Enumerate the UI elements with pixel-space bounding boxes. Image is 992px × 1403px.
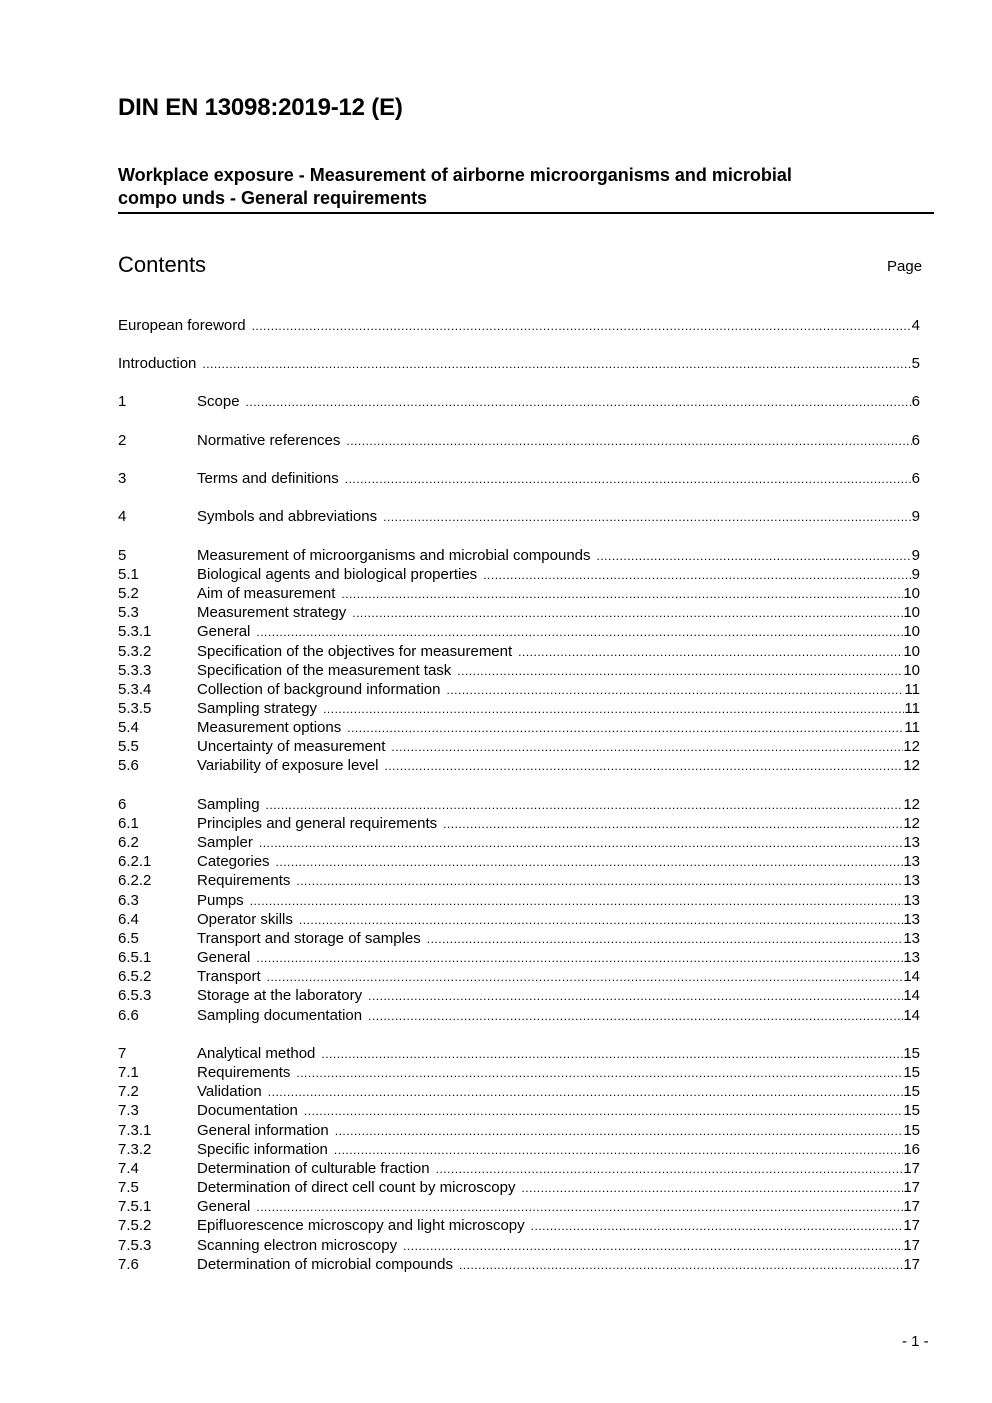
toc-entry-body [197, 584, 920, 604]
toc-entry[interactable] [118, 833, 920, 852]
toc-entry[interactable] [118, 891, 920, 910]
toc-entry-body [197, 852, 920, 872]
toc-entry-number: 6.5.2 [118, 968, 152, 985]
toc-entry-title: Validation [197, 1083, 262, 1100]
toc-entry-page: 13 [903, 949, 920, 966]
toc-entry-title: Requirements [197, 1064, 291, 1081]
toc-entry-body [197, 1236, 920, 1256]
toc-entry-body [197, 565, 920, 585]
toc-entry-number: 6.6 [118, 1007, 139, 1024]
toc-entry-number: 6.2.1 [118, 853, 152, 870]
toc-entry-title: Determination of direct cell count by microscopy [197, 1179, 516, 1196]
toc-entry-page: 17 [903, 1179, 920, 1196]
toc-entry-body [197, 469, 920, 489]
toc-entry-body [197, 431, 920, 451]
toc-dot-leader [383, 508, 912, 527]
toc-entry[interactable] [118, 1236, 920, 1255]
toc-entry-page: 15 [903, 1083, 920, 1100]
toc-dot-leader [256, 623, 903, 642]
toc-entry-body [197, 1197, 920, 1217]
toc-entry-page: 12 [903, 796, 920, 813]
toc-entry-title: Variability of exposure level [197, 757, 379, 774]
toc-dot-leader [446, 681, 904, 700]
toc-entry-page: 11 [904, 719, 920, 736]
toc-entry-body [197, 910, 920, 930]
toc-dot-leader [267, 968, 904, 987]
toc-entry-number: 6.5.3 [118, 987, 152, 1004]
toc-entry[interactable] [118, 603, 920, 622]
toc-entry-title: Sampler [197, 834, 253, 851]
toc-entry-title: Transport [197, 968, 261, 985]
toc-dot-leader [403, 1237, 903, 1256]
toc-entry-page: 15 [903, 1102, 920, 1119]
toc-entry-page: 10 [903, 662, 920, 679]
toc-entry[interactable] [118, 718, 920, 737]
toc-entry-page: 9 [911, 547, 920, 564]
toc-entry[interactable] [118, 1044, 920, 1063]
toc-entry-page: 14 [903, 987, 920, 1004]
toc-entry-page: 17 [903, 1256, 920, 1273]
toc-entry-page: 13 [903, 911, 920, 928]
toc-entry-title: General [197, 949, 251, 966]
toc-entry[interactable] [118, 1197, 920, 1216]
toc-entry[interactable] [118, 354, 920, 373]
toc-entry-body [197, 1006, 920, 1026]
toc-entry-number: 7.4 [118, 1160, 139, 1177]
toc-entry[interactable] [118, 910, 920, 929]
toc-entry-number: 7 [118, 1045, 127, 1062]
toc-entry[interactable] [118, 1178, 920, 1197]
toc-entry-page: 11 [904, 681, 920, 698]
toc-entry-body [197, 622, 920, 642]
toc-entry-page: 13 [903, 892, 920, 909]
toc-dot-leader [443, 815, 903, 834]
toc-entry-title: Principles and general requirements [197, 815, 438, 832]
toc-entry[interactable] [118, 929, 920, 948]
toc-dot-leader [459, 1256, 903, 1275]
toc-entry-page: 9 [911, 508, 920, 525]
toc-entry[interactable] [118, 852, 920, 871]
toc-entry-title: Specification of the objectives for measurement [197, 643, 513, 660]
toc-dot-leader [347, 719, 904, 738]
toc-entry[interactable] [118, 316, 920, 335]
toc-entry-body [197, 718, 920, 738]
toc-entry-title: Storage at the laboratory [197, 987, 363, 1004]
toc-entry[interactable] [118, 622, 920, 641]
toc-entry-number: 5.2 [118, 585, 139, 602]
toc-dot-leader [304, 1102, 903, 1121]
toc-entry-body [197, 680, 920, 700]
toc-entry-page: 12 [903, 815, 920, 832]
toc-entry-page: 14 [903, 968, 920, 985]
toc-entry[interactable] [118, 967, 920, 986]
toc-entry-title: Measurement of microorganisms and microbial compounds [197, 547, 591, 564]
toc-entry-number: 7.1 [118, 1064, 139, 1081]
toc-entry-title: Analytical method [197, 1045, 316, 1062]
toc-dot-leader [296, 872, 903, 891]
toc-entry[interactable] [118, 680, 920, 699]
toc-entry-body [197, 1044, 920, 1064]
toc-entry[interactable] [118, 392, 920, 411]
toc-entry-page: 13 [903, 834, 920, 851]
toc-entry[interactable] [118, 1255, 920, 1274]
toc-entry[interactable] [118, 1101, 920, 1120]
toc-entry[interactable] [118, 756, 920, 775]
toc-entry-number: 7.6 [118, 1256, 139, 1273]
toc-entry-page: 6 [911, 470, 920, 487]
toc-entry-title: Requirements [197, 872, 291, 889]
toc-entry-page: 10 [903, 604, 920, 621]
toc-entry-number: 7.3.1 [118, 1122, 152, 1139]
toc-entry-page: 12 [903, 757, 920, 774]
toc-entry-title: European foreword [118, 317, 246, 334]
toc-entry-number: 5.3.2 [118, 643, 152, 660]
toc-entry-body [197, 948, 920, 968]
toc-dot-leader [427, 930, 904, 949]
toc-entry[interactable] [118, 948, 920, 967]
toc-entry-title: Operator skills [197, 911, 293, 928]
toc-dot-leader [483, 566, 911, 585]
toc-entry-number: 7.2 [118, 1083, 139, 1100]
toc-dot-leader [323, 700, 904, 719]
toc-entry-title: General [197, 1198, 251, 1215]
toc-entry-number: 4 [118, 508, 127, 525]
toc-entry-page: 15 [903, 1064, 920, 1081]
toc-entry-body [197, 1159, 920, 1179]
toc-entry-title: Transport and storage of samples [197, 930, 421, 947]
toc-entry-body [197, 871, 920, 891]
toc-dot-leader [334, 1141, 903, 1160]
toc-entry-body [197, 737, 920, 757]
toc-entry-title: Scope [197, 393, 240, 410]
toc-dot-leader [256, 1198, 903, 1217]
toc-entry-body [197, 546, 920, 566]
toc-entry-title: Measurement strategy [197, 604, 347, 621]
toc-entry-body [197, 1121, 920, 1141]
toc-entry-title: Normative references [197, 432, 341, 449]
toc-entry[interactable] [118, 584, 920, 603]
toc-entry-title: Symbols and abbreviations [197, 508, 378, 525]
toc-entry-title: Epifluorescence microscopy and light microscopy [197, 1217, 525, 1234]
toc-entry-page: 17 [903, 1198, 920, 1215]
toc-dot-leader [345, 470, 912, 489]
toc-entry-number: 7.3 [118, 1102, 139, 1119]
toc-dot-leader [268, 1083, 904, 1102]
document-id: DIN EN 13098:2019-12 (E) [118, 94, 403, 121]
toc-entry-number: 5 [118, 547, 127, 564]
toc-entry-title: Terms and definitions [197, 470, 339, 487]
toc-entry-title: Determination of culturable fraction [197, 1160, 430, 1177]
toc-entry[interactable] [118, 565, 920, 584]
toc-dot-leader [531, 1217, 904, 1236]
toc-entry-body [197, 1255, 920, 1275]
toc-entry[interactable] [118, 507, 920, 526]
toc-entry-page: 13 [903, 853, 920, 870]
toc-entry[interactable] [118, 814, 920, 833]
toc-entry-title: Determination of microbial compounds [197, 1256, 453, 1273]
toc-entry-body [197, 507, 920, 527]
toc-entry-body [197, 795, 920, 815]
toc-entry-title: Categories [197, 853, 270, 870]
toc-entry-title: Documentation [197, 1102, 298, 1119]
toc-entry-body [197, 756, 920, 776]
toc-dot-leader [352, 604, 903, 623]
toc-entry-title: Specific information [197, 1141, 328, 1158]
toc-entry[interactable] [118, 1006, 920, 1025]
toc-entry-body [197, 1216, 920, 1236]
toc-dot-leader [597, 547, 912, 566]
toc-entry-title: General information [197, 1122, 329, 1139]
toc-entry[interactable] [118, 871, 920, 890]
toc-entry-page: 16 [903, 1141, 920, 1158]
toc-entry-number: 6.2.2 [118, 872, 152, 889]
toc-entry-page: 14 [903, 1007, 920, 1024]
toc-entry-number: 7.5 [118, 1179, 139, 1196]
toc-entry-page: 13 [903, 872, 920, 889]
toc-entry-title: Biological agents and biological properties [197, 566, 478, 583]
toc-entry-number: 1 [118, 393, 127, 410]
toc-dot-leader [346, 432, 911, 451]
toc-entry[interactable] [118, 986, 920, 1005]
toc-entry[interactable] [118, 661, 920, 680]
toc-entry-title: Pumps [197, 892, 244, 909]
toc-entry-number: 5.3 [118, 604, 139, 621]
contents-heading: Contents [118, 252, 207, 277]
toc-entry-number: 3 [118, 470, 127, 487]
toc-entry-title: Measurement options [197, 719, 342, 736]
toc-entry-number: 7.5.3 [118, 1237, 152, 1254]
toc-entry-number: 6.5 [118, 930, 139, 947]
page-number: - 1 - [902, 1333, 929, 1350]
toc-entry-body [197, 699, 920, 719]
toc-entry-number: 5.1 [118, 566, 139, 583]
toc-entry-title: Specification of the measurement task [197, 662, 452, 679]
toc-dot-leader [368, 1007, 903, 1026]
toc-entry-title: Scanning electron microscopy [197, 1237, 398, 1254]
toc-entry-page: 12 [903, 738, 920, 755]
toc-entry-page: 17 [903, 1160, 920, 1177]
toc-entry[interactable] [118, 1063, 920, 1082]
toc-entry[interactable] [118, 1216, 920, 1235]
toc-entry-body [197, 1063, 920, 1083]
toc-entry-body [197, 642, 920, 662]
toc-entry-number: 7.5.2 [118, 1217, 152, 1234]
subtitle-line-2: compo unds - General requirements [118, 188, 428, 208]
toc-dot-leader [296, 1064, 903, 1083]
toc-entry-body [197, 661, 920, 681]
toc-entry-page: 5 [911, 355, 920, 372]
toc-entry-page: 6 [911, 393, 920, 410]
toc-entry[interactable] [118, 795, 920, 814]
toc-entry-page: 11 [904, 700, 920, 717]
toc-entry-number: 6.4 [118, 911, 139, 928]
toc-entry-body [197, 814, 920, 834]
toc-entry[interactable] [118, 1121, 920, 1140]
toc-entry-body [197, 929, 920, 949]
toc-entry-page: 17 [903, 1237, 920, 1254]
toc-entry-number: 6.5.1 [118, 949, 152, 966]
toc-dot-leader [391, 738, 903, 757]
toc-entry-page: 15 [903, 1045, 920, 1062]
toc-dot-leader [256, 949, 903, 968]
toc-dot-leader [202, 355, 911, 374]
toc-entry-body [197, 1178, 920, 1198]
toc-entry-page: 9 [911, 566, 920, 583]
toc-entry-body [197, 603, 920, 623]
toc-entry-page: 10 [903, 643, 920, 660]
toc-entry-title: Sampling strategy [197, 700, 318, 717]
toc-dot-leader [252, 317, 912, 336]
toc-entry[interactable] [118, 737, 920, 756]
toc-entry[interactable] [118, 469, 920, 488]
toc-entry-number: 5.3.1 [118, 623, 152, 640]
toc-entry-number: 5.6 [118, 757, 139, 774]
toc-entry-page: 17 [903, 1217, 920, 1234]
toc-entry-number: 5.4 [118, 719, 139, 736]
toc-entry[interactable] [118, 1140, 920, 1159]
toc-dot-leader [246, 393, 912, 412]
toc-dot-leader [341, 585, 903, 604]
toc-entry-title: Aim of measurement [197, 585, 336, 602]
toc-dot-leader [384, 757, 903, 776]
toc-entry-number: 7.5.1 [118, 1198, 152, 1215]
toc-entry-body [118, 354, 920, 374]
toc-entry-body [197, 392, 920, 412]
page-column-label: Page [887, 258, 923, 275]
toc-entry-body [197, 967, 920, 987]
toc-entry-page: 6 [911, 432, 920, 449]
toc-entry-number: 2 [118, 432, 127, 449]
toc-entry[interactable] [118, 1082, 920, 1101]
toc-entry[interactable] [118, 431, 920, 450]
toc-dot-leader [368, 987, 903, 1006]
toc-entry-page: 10 [903, 623, 920, 640]
toc-entry-body [197, 1082, 920, 1102]
toc-entry[interactable] [118, 699, 920, 718]
toc-entry[interactable] [118, 642, 920, 661]
toc-entry-body [197, 1101, 920, 1121]
toc-entry-body [118, 316, 920, 336]
toc-dot-leader [335, 1122, 904, 1141]
toc-dot-leader [266, 796, 904, 815]
toc-dot-leader [436, 1160, 904, 1179]
toc-entry[interactable] [118, 546, 920, 565]
toc-entry-number: 6.3 [118, 892, 139, 909]
toc-entry-page: 15 [903, 1122, 920, 1139]
toc-dot-leader [299, 911, 903, 930]
toc-entry-body [197, 891, 920, 911]
toc-entry-number: 5.3.4 [118, 681, 152, 698]
toc-entry-number: 5.3.3 [118, 662, 152, 679]
toc-entry-title: Uncertainty of measurement [197, 738, 386, 755]
toc-entry-title: Introduction [118, 355, 197, 372]
toc-entry-number: 5.3.5 [118, 700, 152, 717]
toc-entry-number: 6.1 [118, 815, 139, 832]
toc-entry-title: Collection of background information [197, 681, 441, 698]
toc-entry[interactable] [118, 1159, 920, 1178]
toc-dot-leader [276, 853, 904, 872]
toc-dot-leader [321, 1045, 903, 1064]
toc-dot-leader [259, 834, 903, 853]
toc-entry-number: 6.2 [118, 834, 139, 851]
toc-entry-number: 5.5 [118, 738, 139, 755]
toc-entry-title: General [197, 623, 251, 640]
toc-dot-leader [250, 892, 904, 911]
toc-dot-leader [521, 1179, 903, 1198]
toc-entry-page: 13 [903, 930, 920, 947]
toc-entry-title: Sampling [197, 796, 260, 813]
toc-entry-title: Sampling documentation [197, 1007, 363, 1024]
toc-dot-leader [457, 662, 903, 681]
toc-entry-number: 6 [118, 796, 127, 813]
toc-entry-number: 7.3.2 [118, 1141, 152, 1158]
toc-dot-leader [518, 643, 903, 662]
toc-entry-body [197, 986, 920, 1006]
toc-entry-page: 4 [911, 317, 920, 334]
subtitle-line-1: Workplace exposure - Measurement of airborne microorganisms and microbial [118, 165, 792, 185]
toc-entry-page: 10 [903, 585, 920, 602]
toc-entry-body [197, 833, 920, 853]
toc-entry-body [197, 1140, 920, 1160]
